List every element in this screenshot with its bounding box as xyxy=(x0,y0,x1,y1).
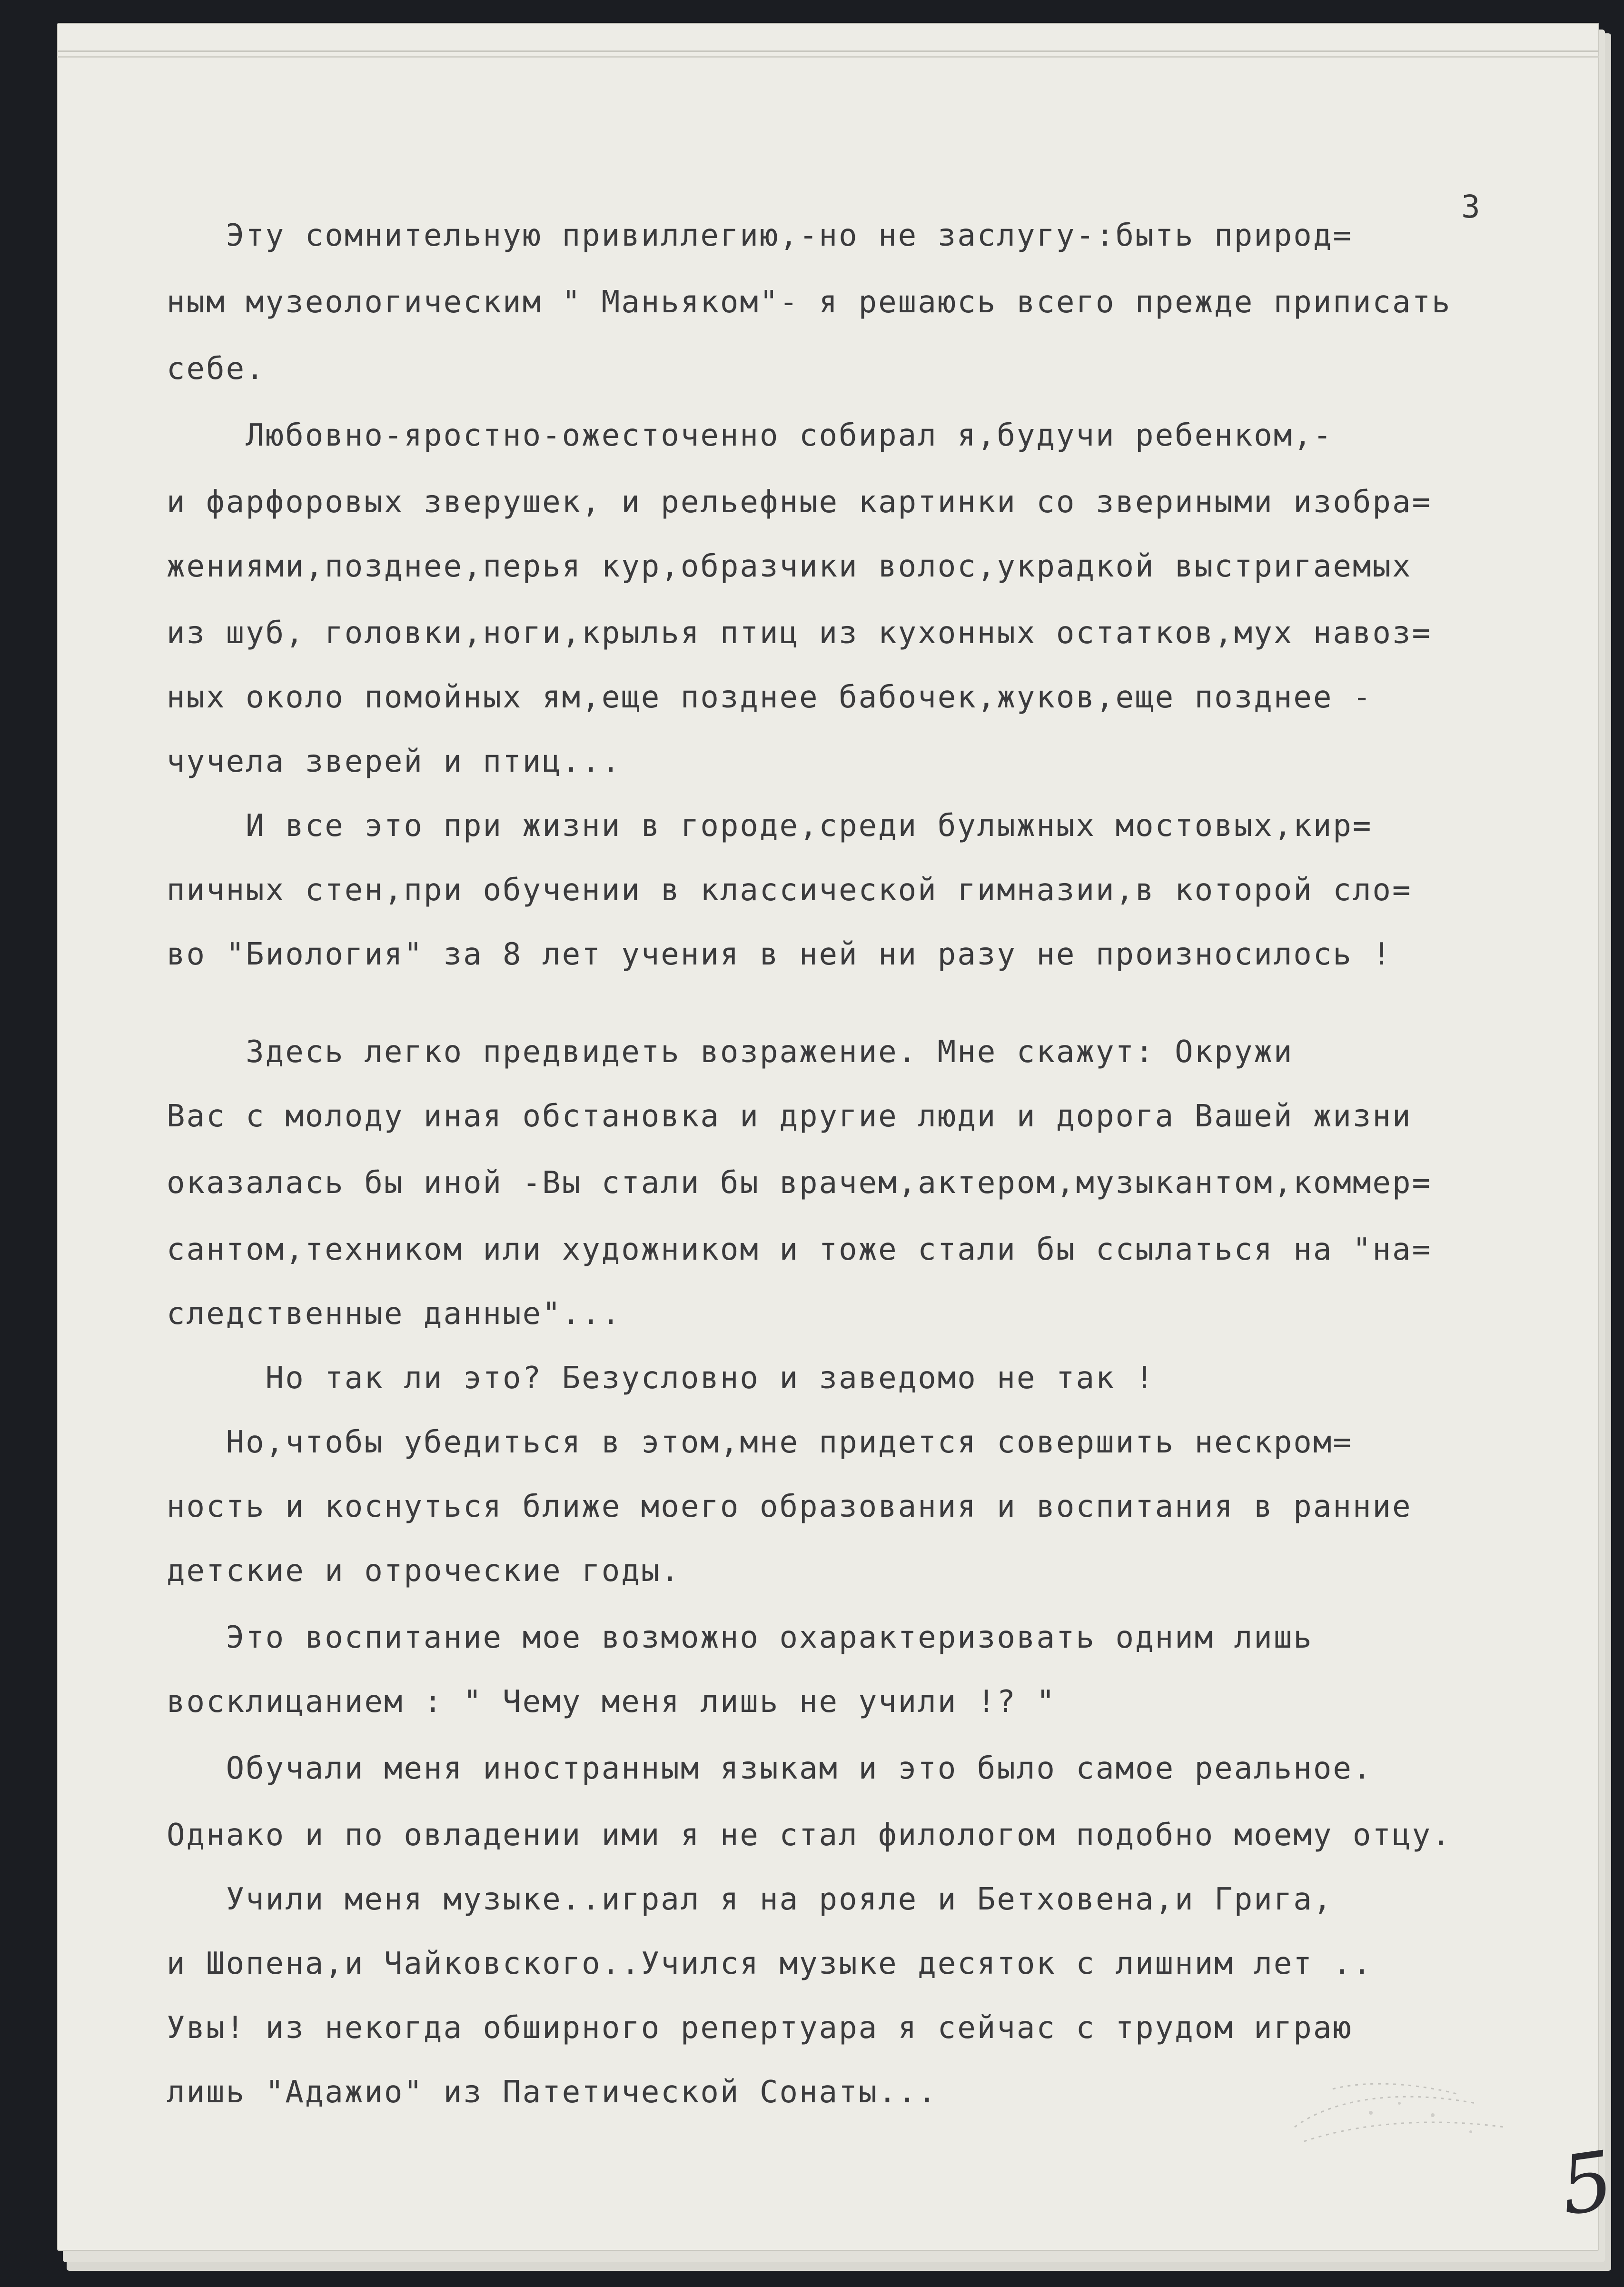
handwritten-folio-number: 5 xyxy=(1555,2133,1619,2234)
text-line: ным музеологическим " Маньяком"- я решаюсь всего прежде приписать xyxy=(167,285,1452,320)
text-line: Любовно-яростно-ожесточенно собирал я,будучи ребенком,- xyxy=(167,418,1333,453)
text-line: Учили меня музыке..играл я на рояле и Бетховена,и Грига, xyxy=(167,1882,1333,1917)
text-line: сантом,техником или художником и тоже стали бы ссылаться на "на= xyxy=(167,1232,1432,1267)
text-line: Это воспитание мое возможно охарактеризовать одним лишь xyxy=(167,1620,1313,1655)
text-line: Здесь легко предвидеть возражение. Мне скажут: Окружи xyxy=(167,1034,1294,1070)
text-line: Эту сомнительную привиллегию,-но не заслугу-:быть природ= xyxy=(167,218,1353,253)
text-line: пичных стен,при обучении в классической гимназии,в которой сло= xyxy=(167,873,1412,908)
text-line: оказалась бы иной -Вы стали бы врачем,актером,музыкантом,коммер= xyxy=(167,1165,1432,1201)
text-line: детские и отроческие годы. xyxy=(167,1553,681,1589)
text-line: Но,чтобы убедиться в этом,мне придется совершить нескром= xyxy=(167,1425,1353,1460)
faded-stamp-icon xyxy=(1276,2070,1533,2165)
text-line: Но так ли это? Безусловно и заведомо не так ! xyxy=(167,1361,1155,1396)
text-line: чучела зверей и птиц... xyxy=(167,744,622,779)
text-line: следственные данные"... xyxy=(167,1296,622,1332)
text-line: себе. xyxy=(167,351,266,387)
text-line: Увы! из некогда обширного репертуара я сейчас с трудом играю xyxy=(167,2010,1353,2046)
text-line: Вас с молоду иная обстановка и другие люди и дорога Вашей жизни xyxy=(167,1099,1412,1134)
text-line: жениями,позднее,перья кур,образчики волос,украдкой выстригаемых xyxy=(167,549,1412,584)
text-line: и фарфоровых зверушек, и рельефные картинки со звериными изобра= xyxy=(167,485,1432,520)
text-line: И все это при жизни в городе,среди булыжных мостовых,кир= xyxy=(167,808,1373,844)
text-line: лишь "Адажио" из Патетической Сонаты... xyxy=(167,2075,938,2110)
text-line: из шуб, головки,ноги,крылья птиц из кухонных остатков,мух навоз= xyxy=(167,616,1432,651)
text-line: Обучали меня иностранным языкам и это было самое реальное. xyxy=(167,1751,1373,1786)
typed-text xyxy=(167,23,1585,2110)
text-line: восклицанием : " Чему меня лишь не учили !? " xyxy=(167,1684,1056,1720)
text-line: и Шопена,и Чайковского..Учился музыке десяток с лишним лет .. xyxy=(167,1946,1373,1981)
typewritten-page xyxy=(57,23,1619,2251)
text-line: во "Биология" за 8 лет учения в ней ни разу не произносилось ! xyxy=(167,937,1392,972)
text-line: ность и коснуться ближе моего образования и воспитания в ранние xyxy=(167,1489,1412,1524)
text-line: ных около помойных ям,еще позднее бабочек,жуков,еще позднее - xyxy=(167,680,1373,715)
text-line: Однако и по овладении ими я не стал филологом подобно моему отцу. xyxy=(167,1818,1452,1853)
page-number: 3 xyxy=(1461,189,1480,225)
